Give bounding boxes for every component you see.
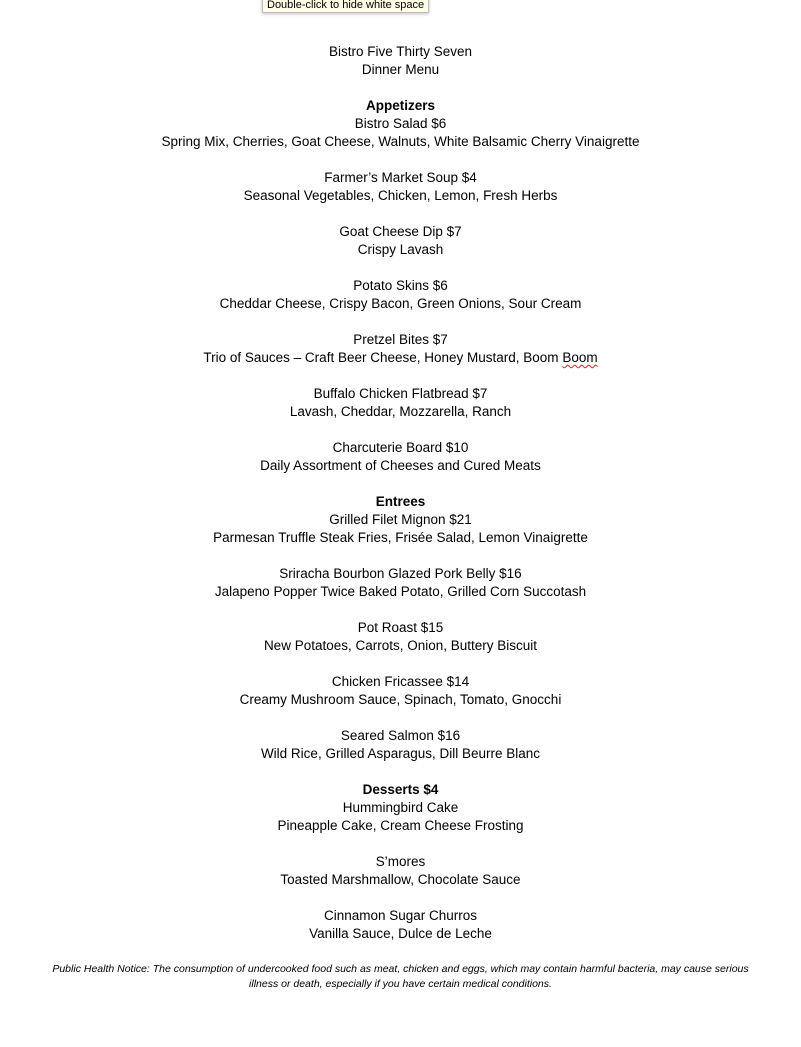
menu-title: Dinner Menu bbox=[361, 62, 440, 77]
menu-item-name: Pretzel Bites $7 bbox=[353, 332, 448, 347]
menu-item-name: Grilled Filet Mignon $21 bbox=[329, 512, 472, 527]
spacer bbox=[0, 151, 801, 169]
menu-item-name: Buffalo Chicken Flatbread $7 bbox=[313, 386, 488, 401]
whitespace-tooltip: Double-click to hide white space bbox=[262, 0, 429, 13]
menu-item-description: Crispy Lavash bbox=[357, 242, 444, 257]
menu-item-name: Chicken Fricassee $14 bbox=[331, 674, 470, 689]
spacer bbox=[0, 889, 801, 907]
spacer bbox=[0, 763, 801, 781]
menu-item-name: S’mores bbox=[375, 854, 426, 869]
spellcheck-flagged-word[interactable]: Boom bbox=[562, 350, 598, 365]
menu-item-description: Pineapple Cake, Cream Cheese Frosting bbox=[277, 818, 524, 833]
menu-item-description: Lavash, Cheddar, Mozzarella, Ranch bbox=[289, 404, 512, 419]
menu-item-name: Goat Cheese Dip $7 bbox=[339, 224, 462, 239]
restaurant-name: Bistro Five Thirty Seven bbox=[328, 44, 473, 59]
desserts-heading: Desserts $4 bbox=[362, 782, 439, 797]
menu-item-name: Pot Roast $15 bbox=[357, 620, 444, 635]
spacer bbox=[0, 547, 801, 565]
spacer bbox=[0, 835, 801, 853]
menu-item-description: Jalapeno Popper Twice Baked Potato, Grilled Corn Succotash bbox=[214, 584, 587, 599]
spacer bbox=[0, 205, 801, 223]
menu-item-description: Toasted Marshmallow, Chocolate Sauce bbox=[280, 872, 521, 887]
spacer bbox=[0, 367, 801, 385]
menu-item-name: Hummingbird Cake bbox=[342, 800, 459, 815]
spacer bbox=[0, 79, 801, 97]
menu-item-description: Daily Assortment of Cheeses and Cured Meats bbox=[260, 458, 541, 473]
menu-item-name: Bistro Salad $6 bbox=[354, 116, 447, 131]
public-health-notice: Public Health Notice: The consumption of undercooked food such as meat, chicken and eggs, which may contain harmful bacteria, may cause serious illness or death, especially if you have certain medical conditions. bbox=[52, 963, 749, 990]
spacer bbox=[0, 259, 801, 277]
menu-item-description: Vanilla Sauce, Dulce de Leche bbox=[309, 926, 492, 941]
menu-item-description: Wild Rice, Grilled Asparagus, Dill Beurre Blanc bbox=[260, 746, 541, 761]
spacer bbox=[0, 313, 801, 331]
appetizers-heading: Appetizers bbox=[365, 98, 436, 113]
menu-item-description bbox=[0, 349, 801, 367]
menu-item-name: Seared Salmon $16 bbox=[340, 728, 461, 743]
menu-item-description: Seasonal Vegetables, Chicken, Lemon, Fresh Herbs bbox=[243, 188, 558, 203]
menu-item-description: Parmesan Truffle Steak Fries, Frisée Salad, Lemon Vinaigrette bbox=[213, 530, 588, 545]
spacer bbox=[0, 475, 801, 493]
menu-document bbox=[0, 43, 801, 943]
spacer bbox=[0, 601, 801, 619]
menu-item-description: Creamy Mushroom Sauce, Spinach, Tomato, Gnocchi bbox=[239, 692, 562, 707]
description-text: Trio of Sauces – Craft Beer Cheese, Honey Mustard, Boom bbox=[203, 350, 563, 365]
menu-item-name: Potato Skins $6 bbox=[353, 278, 448, 293]
menu-item-description: Cheddar Cheese, Crispy Bacon, Green Onions, Sour Cream bbox=[219, 296, 582, 311]
spacer bbox=[0, 421, 801, 439]
menu-item-name: Farmer’s Market Soup $4 bbox=[324, 170, 477, 185]
menu-item-description: Spring Mix, Cherries, Goat Cheese, Walnuts, White Balsamic Cherry Vinaigrette bbox=[161, 134, 640, 149]
spacer bbox=[0, 709, 801, 727]
entrees-heading: Entrees bbox=[375, 494, 426, 509]
spacer bbox=[0, 655, 801, 673]
menu-item-name: Charcuterie Board $10 bbox=[332, 440, 469, 455]
menu-item-description: New Potatoes, Carrots, Onion, Buttery Biscuit bbox=[263, 638, 538, 653]
menu-item-name: Cinnamon Sugar Churros bbox=[323, 908, 478, 923]
menu-item-name: Sriracha Bourbon Glazed Pork Belly $16 bbox=[279, 566, 522, 581]
